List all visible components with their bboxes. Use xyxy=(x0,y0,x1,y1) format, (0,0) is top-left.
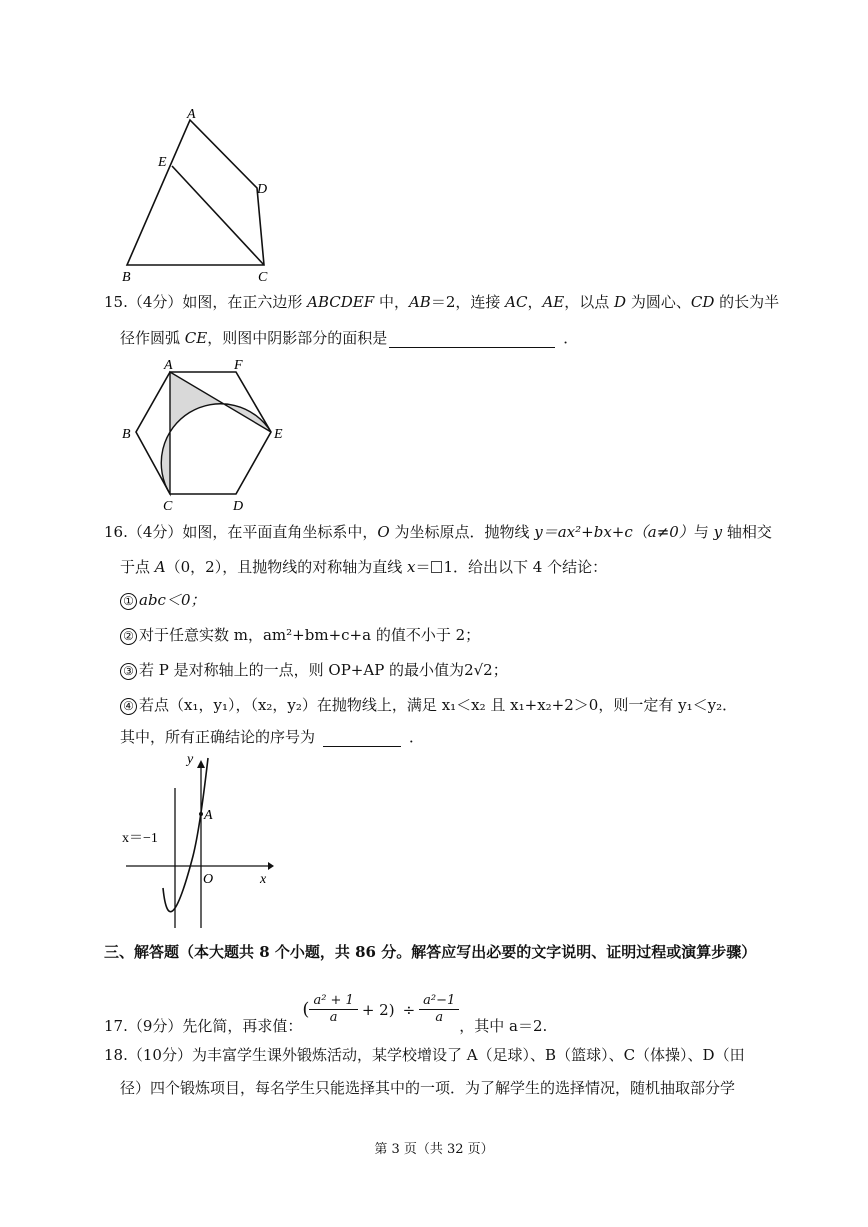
q15-text: ， xyxy=(527,293,543,311)
q15-text: 15.（4分）如图，在正六边形 xyxy=(104,293,308,311)
q16-text: 与 xyxy=(693,523,714,541)
q15-text: ，以点 xyxy=(564,293,615,311)
conclusion-4 xyxy=(120,695,737,715)
divide-sign: ÷ xyxy=(402,1000,416,1019)
circled-number: ③ xyxy=(120,663,137,680)
question-16-line2 xyxy=(120,557,607,577)
q15-cd: CD xyxy=(690,293,715,311)
label-f: F xyxy=(234,358,243,373)
q16-text: 1．给出以下 4 个结论： xyxy=(443,558,608,576)
label-c: C xyxy=(258,270,268,285)
q15-ae: AE xyxy=(542,293,565,311)
q16-a: A xyxy=(154,558,166,576)
q16-text: （0，2），且抛物线的对称轴为直线 xyxy=(165,558,407,576)
figure-hexagon xyxy=(118,352,298,517)
q15-text: 的长为半 xyxy=(714,293,780,311)
q15-ce: CE xyxy=(184,329,208,347)
q16-text: 于点 xyxy=(120,558,155,576)
hexagon-shape xyxy=(136,372,271,494)
circled-number: ② xyxy=(120,628,137,645)
q15-text: 中， xyxy=(374,293,409,311)
q16-text: 16.（4分）如图，在平面直角坐标系中， xyxy=(104,523,378,541)
q15-ac: AC xyxy=(505,293,528,311)
label-c: C xyxy=(163,499,173,514)
label-a: A xyxy=(204,808,213,823)
q16-text: 其中，所有正确结论的序号为 xyxy=(120,728,316,746)
shaded-region xyxy=(161,372,271,494)
fraction-1 xyxy=(309,993,357,1026)
conclusion-text: abc＜0； xyxy=(139,591,206,609)
question-15 xyxy=(104,292,779,312)
q16-y: y xyxy=(713,523,723,541)
label-x-equals: x＝−1 xyxy=(122,831,158,846)
label-a: A xyxy=(187,107,196,122)
left-paren: ( xyxy=(302,998,310,1020)
label-b: B xyxy=(122,270,131,285)
q17-text: 17.（9分）先化简，再求值： xyxy=(104,1017,303,1035)
q16-period: ． xyxy=(409,728,425,746)
y-axis-arrow xyxy=(197,760,205,768)
q15-text: 径作圆弧 xyxy=(120,329,185,347)
min-value: 2√2 xyxy=(464,661,493,679)
q15-text: 为圆心、 xyxy=(626,293,691,311)
x-axis-arrow xyxy=(268,862,274,870)
question-15-line2 xyxy=(120,328,578,348)
q16-parabola: y＝ax²+bx+c（a≠0） xyxy=(534,523,694,541)
conclusion-text: ； xyxy=(492,661,508,679)
label-d: D xyxy=(257,182,268,197)
label-e: E xyxy=(158,155,167,170)
conclusion-text: 若 P 是对称轴上的一点，则 OP+AP 的最小值为 xyxy=(139,661,465,679)
missing-glyph-box xyxy=(431,561,442,573)
question-16-ask xyxy=(120,727,424,747)
label-x: x xyxy=(260,872,267,887)
point-a xyxy=(199,812,203,816)
q15-text: ，则图中阴影部分的面积是 xyxy=(207,329,388,347)
conclusion-text: 对于任意实数 m，am²+bm+c+a 的值不小于 2； xyxy=(139,626,481,644)
question-17 xyxy=(104,988,547,1038)
fraction-2 xyxy=(419,993,459,1026)
q16-x: x xyxy=(406,558,416,576)
label-y: y xyxy=(187,752,194,767)
conclusion-2 xyxy=(120,625,480,645)
q16-text: ＝ xyxy=(415,558,431,576)
fraction-1-denominator: a xyxy=(329,1010,338,1025)
label-o: O xyxy=(203,872,214,887)
fraction-2-numerator: a²−1 xyxy=(419,993,459,1010)
question-16 xyxy=(104,522,772,542)
question-18-line2: 径）四个锻炼项目，每名学生只能选择其中的一项．为了解学生的选择情况，随机抽取部分学 xyxy=(120,1079,736,1097)
label-a: A xyxy=(164,358,173,373)
q15-text: ＝2，连接 xyxy=(430,293,506,311)
label-d: D xyxy=(233,499,244,514)
figure-parabola xyxy=(118,748,278,933)
q15-hexagon-name: ABCDEF xyxy=(307,293,375,311)
question-18: 18.（10分）为丰富学生课外锻炼活动，某学校增设了 A（足球）、B（篮球）、C（体操）、D（田 xyxy=(104,1046,745,1064)
circled-number: ① xyxy=(120,593,137,610)
q16-text: 轴相交 xyxy=(722,523,772,541)
fraction-1-numerator: a² + 1 xyxy=(309,993,357,1010)
conclusion-1 xyxy=(120,590,206,610)
q15-period: ． xyxy=(563,329,579,347)
q16-text: 为坐标原点．抛物线 xyxy=(389,523,535,541)
fraction-2-denominator: a xyxy=(435,1010,444,1025)
circled-number: ④ xyxy=(120,698,137,715)
q17-text: ，其中 a＝2. xyxy=(459,1017,548,1035)
page-footer: 第 3 页（共 32 页） xyxy=(374,1142,494,1157)
q15-ab: AB xyxy=(408,293,431,311)
q15-answer-blank[interactable] xyxy=(389,331,555,348)
label-e: E xyxy=(274,427,283,442)
conclusion-text: 若点（x₁，y₁），（x₂，y₂）在抛物线上，满足 x₁＜x₂ 且 x₁+x₂+2＞0，则一定有 y₁＜y₂． xyxy=(139,696,738,714)
figure-quadrilateral xyxy=(110,100,290,285)
section-heading: 三、解答题（本大题共 8 个小题，共 86 分。解答应写出必要的文字说明、证明过程或演算步骤） xyxy=(104,943,757,961)
plus-two: + 2) xyxy=(361,1000,395,1019)
q15-d: D xyxy=(614,293,627,311)
q16-o: O xyxy=(377,523,390,541)
conclusion-3 xyxy=(120,660,508,680)
label-b: B xyxy=(122,427,131,442)
q16-answer-blank[interactable] xyxy=(323,730,401,747)
